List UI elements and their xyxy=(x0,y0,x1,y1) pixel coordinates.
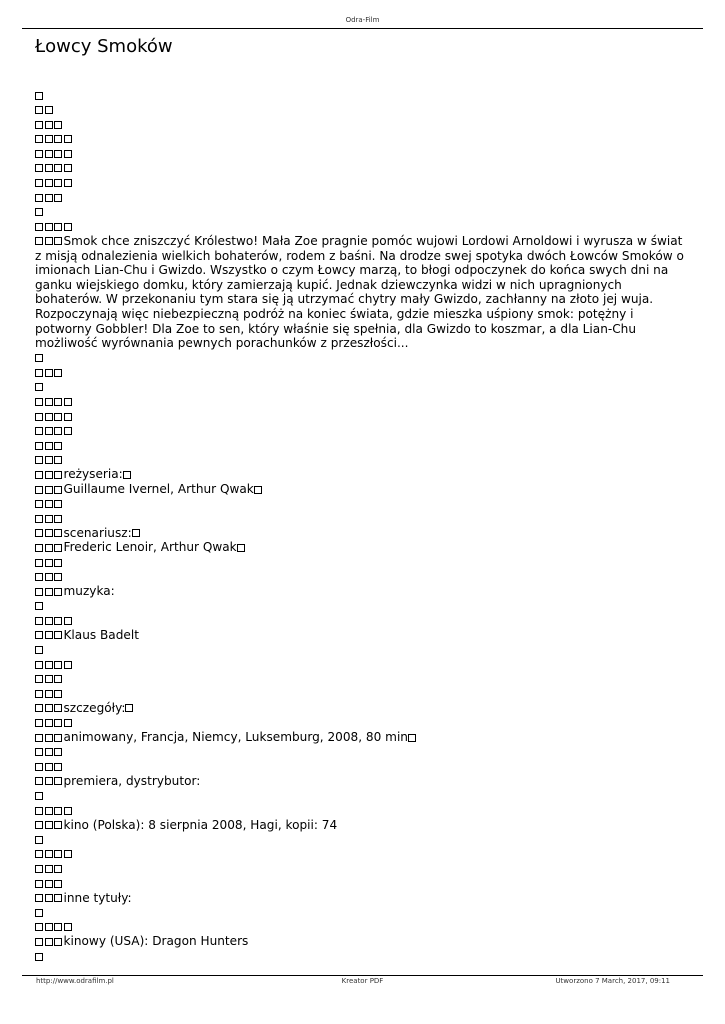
missing-glyph-box xyxy=(35,865,43,873)
missing-glyph-box xyxy=(237,544,245,552)
missing-glyph-box xyxy=(54,427,62,435)
film-description: Smok chce zniszczyć Królestwo! Mała Zoe pragnie pomóc wujowi Lordowi Arnoldowi i wyrusza w świat z misją odnalezienia wielkich bohaterów, rodem z baśni. Na drodze swej spotyka dwóch Łowców Smoków o imionach Lian-Chu i Gwizdo. Wszystko o czym Łowcy marzą, to błogi odpoczynek do końca swych dni na ganku wiejskiego domku, który zamierzają kupić. Jednak dziewczynka widzi w nich upragnionych bohaterów. W przekonaniu tym stara się ją utrzymać chytry mały Gwizdo, zachłanny na złoto jej wuja. Rozpoczynają więc niebezpieczną podróż na koniec świata, gdzie mieszka uśpiony smok: potężny i potworny Gobbler! Dla Zoe to sen, który właśnie się spełnia, dla Gwizdo to koszmar, a dla Lian-Chu możliwość wyrównania pewnych porachunków z przeszłości... xyxy=(35,233,684,351)
missing-glyph-box xyxy=(45,179,53,187)
missing-glyphs xyxy=(35,467,64,481)
missing-glyph-box xyxy=(64,807,72,815)
missing-glyph-box xyxy=(35,398,43,406)
missing-glyph-box xyxy=(35,617,43,625)
missing-glyphs xyxy=(35,891,64,905)
premiere-value: kino (Polska): 8 sierpnia 2008, Hagi, kopii: 74 xyxy=(63,817,338,832)
missing-glyph-box xyxy=(54,500,62,508)
missing-glyph-box xyxy=(35,150,43,158)
missing-glyph-box xyxy=(54,121,62,129)
box-row xyxy=(35,161,685,176)
missing-glyph-box xyxy=(54,471,62,479)
missing-glyphs xyxy=(237,540,247,554)
missing-glyph-box xyxy=(45,631,53,639)
header-divider xyxy=(22,28,703,29)
missing-glyphs xyxy=(123,467,133,481)
missing-glyph-box xyxy=(45,588,53,596)
missing-glyph-box xyxy=(54,369,62,377)
box-row xyxy=(35,716,685,731)
box-row xyxy=(35,832,685,847)
missing-glyph-box xyxy=(35,121,43,129)
missing-glyph-box xyxy=(45,442,53,450)
box-row xyxy=(35,759,685,774)
footer-created-date: Utworzono 7 March, 2017, 09:11 xyxy=(555,977,670,985)
missing-glyph-box xyxy=(64,164,72,172)
missing-glyph-box xyxy=(45,150,53,158)
box-row xyxy=(35,380,685,395)
box-row xyxy=(35,176,685,191)
missing-glyph-box xyxy=(35,208,43,216)
missing-glyph-box xyxy=(54,588,62,596)
box-row xyxy=(35,438,685,453)
missing-glyph-box xyxy=(35,807,43,815)
missing-glyph-box xyxy=(45,500,53,508)
box-row xyxy=(35,686,685,701)
missing-glyphs xyxy=(35,628,64,642)
missing-glyph-box xyxy=(64,923,72,931)
details-label-row xyxy=(35,701,685,716)
missing-glyph-box xyxy=(45,559,53,567)
missing-glyph-box xyxy=(54,894,62,902)
missing-glyph-box xyxy=(64,719,72,727)
missing-glyph-box xyxy=(35,413,43,421)
missing-glyph-box xyxy=(35,92,43,100)
box-row xyxy=(35,219,685,234)
missing-glyph-box xyxy=(54,164,62,172)
directing-value: Guillaume Ivernel, Arthur Qwak xyxy=(63,482,254,497)
premiere-label: premiera, dystrybutor: xyxy=(63,773,201,788)
missing-glyph-box xyxy=(54,821,62,829)
missing-glyph-box xyxy=(254,486,262,494)
missing-glyph-box xyxy=(35,850,43,858)
missing-glyph-box xyxy=(54,631,62,639)
missing-glyph-box xyxy=(54,704,62,712)
box-row xyxy=(35,205,685,220)
missing-glyph-box xyxy=(54,135,62,143)
missing-glyph-box xyxy=(54,529,62,537)
missing-glyph-box xyxy=(45,748,53,756)
missing-glyph-box xyxy=(45,456,53,464)
missing-glyph-box xyxy=(35,164,43,172)
missing-glyph-box xyxy=(54,515,62,523)
missing-glyph-box xyxy=(35,559,43,567)
missing-glyph-box xyxy=(54,442,62,450)
missing-glyph-box xyxy=(45,164,53,172)
missing-glyph-box xyxy=(45,719,53,727)
box-row xyxy=(35,803,685,818)
missing-glyph-box xyxy=(45,865,53,873)
missing-glyph-box xyxy=(35,471,43,479)
missing-glyph-box xyxy=(35,646,43,654)
missing-glyph-box xyxy=(35,719,43,727)
missing-glyph-box xyxy=(54,486,62,494)
box-row xyxy=(35,497,685,512)
missing-glyph-box xyxy=(64,661,72,669)
box-row xyxy=(35,351,685,366)
details-value: animowany, Francja, Niemcy, Luksemburg, 2008, 80 min xyxy=(63,730,408,745)
missing-glyph-box xyxy=(35,500,43,508)
missing-glyph-box xyxy=(54,719,62,727)
missing-glyph-box xyxy=(54,413,62,421)
box-row xyxy=(35,424,685,439)
missing-glyph-box xyxy=(35,573,43,581)
missing-glyphs xyxy=(35,584,64,598)
missing-glyph-box xyxy=(45,427,53,435)
box-row xyxy=(35,394,685,409)
page-title: Łowcy Smoków xyxy=(35,36,173,57)
missing-glyph-box xyxy=(45,675,53,683)
missing-glyphs xyxy=(408,730,418,744)
missing-glyph-box xyxy=(35,194,43,202)
missing-glyph-box xyxy=(45,690,53,698)
missing-glyph-box xyxy=(54,923,62,931)
box-row xyxy=(35,555,685,570)
missing-glyph-box xyxy=(45,544,53,552)
missing-glyphs xyxy=(35,818,64,832)
missing-glyphs xyxy=(35,934,64,948)
box-row xyxy=(35,920,685,935)
missing-glyph-box xyxy=(54,237,62,245)
box-row xyxy=(35,511,685,526)
box-row xyxy=(35,613,685,628)
missing-glyph-box xyxy=(54,617,62,625)
other-titles-label-row xyxy=(35,891,685,906)
missing-glyphs xyxy=(35,482,64,496)
missing-glyph-box xyxy=(45,471,53,479)
missing-glyph-box xyxy=(45,894,53,902)
missing-glyph-box xyxy=(35,369,43,377)
missing-glyph-box xyxy=(35,135,43,143)
missing-glyph-box xyxy=(35,938,43,946)
missing-glyph-box xyxy=(45,515,53,523)
missing-glyph-box xyxy=(45,704,53,712)
missing-glyph-box xyxy=(45,734,53,742)
missing-glyph-box xyxy=(54,763,62,771)
missing-glyph-box xyxy=(54,544,62,552)
box-row xyxy=(35,905,685,920)
missing-glyph-box xyxy=(45,573,53,581)
missing-glyph-box xyxy=(54,398,62,406)
details-label: szczegóły: xyxy=(63,700,126,715)
box-row xyxy=(35,847,685,862)
missing-glyph-box xyxy=(45,106,53,114)
missing-glyph-box xyxy=(54,194,62,202)
missing-glyph-box xyxy=(35,880,43,888)
missing-glyph-box xyxy=(35,661,43,669)
missing-glyph-box xyxy=(35,602,43,610)
missing-glyph-box xyxy=(54,559,62,567)
missing-glyph-box xyxy=(45,135,53,143)
box-row xyxy=(35,949,685,964)
missing-glyph-box xyxy=(35,442,43,450)
missing-glyph-box xyxy=(35,179,43,187)
music-label: muzyka: xyxy=(63,584,115,599)
missing-glyph-box xyxy=(35,544,43,552)
missing-glyph-box xyxy=(54,734,62,742)
description-paragraph xyxy=(35,234,685,351)
box-row xyxy=(35,453,685,468)
missing-glyph-box xyxy=(35,427,43,435)
missing-glyph-box xyxy=(54,573,62,581)
missing-glyph-box xyxy=(35,383,43,391)
footer-divider xyxy=(22,975,703,976)
box-row xyxy=(35,409,685,424)
missing-glyph-box xyxy=(35,763,43,771)
box-row xyxy=(35,599,685,614)
missing-glyphs xyxy=(132,526,142,540)
missing-glyph-box xyxy=(125,704,133,712)
missing-glyph-box xyxy=(35,486,43,494)
box-row xyxy=(35,876,685,891)
missing-glyph-box xyxy=(45,850,53,858)
missing-glyph-box xyxy=(54,850,62,858)
missing-glyph-box xyxy=(54,807,62,815)
details-value-row xyxy=(35,730,685,745)
missing-glyph-box xyxy=(35,529,43,537)
missing-glyph-box xyxy=(35,690,43,698)
missing-glyph-box xyxy=(35,223,43,231)
missing-glyph-box xyxy=(45,661,53,669)
header-title: Odra-Film xyxy=(345,16,380,24)
missing-glyph-box xyxy=(54,748,62,756)
missing-glyph-box xyxy=(35,734,43,742)
missing-glyphs xyxy=(254,482,264,496)
footer-url: http://www.odrafilm.pl xyxy=(36,977,114,985)
missing-glyph-box xyxy=(35,704,43,712)
premiere-value-row xyxy=(35,818,685,833)
missing-glyphs xyxy=(35,701,64,715)
missing-glyph-box xyxy=(45,880,53,888)
missing-glyph-box xyxy=(35,748,43,756)
box-row xyxy=(35,103,685,118)
missing-glyph-box xyxy=(64,427,72,435)
missing-glyph-box xyxy=(64,850,72,858)
missing-glyph-box xyxy=(45,194,53,202)
missing-glyphs xyxy=(35,526,64,540)
missing-glyph-box xyxy=(45,777,53,785)
missing-glyph-box xyxy=(35,894,43,902)
music-value-row xyxy=(35,628,685,643)
missing-glyph-box xyxy=(64,398,72,406)
box-row xyxy=(35,745,685,760)
box-row xyxy=(35,643,685,658)
missing-glyph-box xyxy=(45,223,53,231)
screenplay-label: scenariusz: xyxy=(63,525,132,540)
box-row xyxy=(35,132,685,147)
screenplay-value-row xyxy=(35,540,685,555)
box-row xyxy=(35,88,685,103)
missing-glyphs xyxy=(35,234,64,248)
missing-glyph-box xyxy=(35,909,43,917)
missing-glyph-box xyxy=(45,237,53,245)
box-row xyxy=(35,672,685,687)
missing-glyph-box xyxy=(45,923,53,931)
box-row xyxy=(35,861,685,876)
premiere-label-row xyxy=(35,774,685,789)
document-body xyxy=(35,88,685,964)
missing-glyph-box xyxy=(35,923,43,931)
directing-value-row xyxy=(35,482,685,497)
missing-glyph-box xyxy=(54,777,62,785)
missing-glyph-box xyxy=(54,938,62,946)
missing-glyph-box xyxy=(35,821,43,829)
missing-glyph-box xyxy=(45,369,53,377)
missing-glyph-box xyxy=(64,617,72,625)
missing-glyph-box xyxy=(54,690,62,698)
screenplay-value: Frederic Lenoir, Arthur Qwak xyxy=(63,540,237,555)
missing-glyph-box xyxy=(54,880,62,888)
missing-glyph-box xyxy=(54,675,62,683)
missing-glyphs xyxy=(35,774,64,788)
missing-glyph-box xyxy=(35,836,43,844)
other-titles-value: kinowy (USA): Dragon Hunters xyxy=(63,934,249,949)
missing-glyph-box xyxy=(35,456,43,464)
missing-glyph-box xyxy=(35,237,43,245)
missing-glyph-box xyxy=(45,938,53,946)
music-label-row xyxy=(35,584,685,599)
missing-glyph-box xyxy=(35,106,43,114)
missing-glyph-box xyxy=(54,223,62,231)
missing-glyph-box xyxy=(64,150,72,158)
missing-glyph-box xyxy=(64,135,72,143)
missing-glyph-box xyxy=(54,179,62,187)
missing-glyph-box xyxy=(35,953,43,961)
missing-glyph-box xyxy=(54,150,62,158)
directing-label-row xyxy=(35,467,685,482)
directing-label: reżyseria: xyxy=(63,467,123,482)
missing-glyph-box xyxy=(45,807,53,815)
box-row xyxy=(35,365,685,380)
screenplay-label-row xyxy=(35,526,685,541)
missing-glyphs xyxy=(125,701,135,715)
other-titles-label: inne tytuły: xyxy=(63,890,132,905)
missing-glyph-box xyxy=(35,777,43,785)
box-row xyxy=(35,657,685,672)
box-row xyxy=(35,570,685,585)
missing-glyph-box xyxy=(45,398,53,406)
missing-glyph-box xyxy=(408,734,416,742)
box-row xyxy=(35,146,685,161)
missing-glyph-box xyxy=(45,617,53,625)
missing-glyph-box xyxy=(35,631,43,639)
missing-glyph-box xyxy=(45,763,53,771)
missing-glyph-box xyxy=(45,413,53,421)
missing-glyph-box xyxy=(35,675,43,683)
missing-glyph-box xyxy=(35,515,43,523)
missing-glyph-box xyxy=(64,223,72,231)
missing-glyph-box xyxy=(54,661,62,669)
missing-glyph-box xyxy=(35,588,43,596)
missing-glyph-box xyxy=(64,413,72,421)
missing-glyph-box xyxy=(54,456,62,464)
missing-glyph-box xyxy=(35,792,43,800)
missing-glyph-box xyxy=(45,821,53,829)
missing-glyph-box xyxy=(54,865,62,873)
missing-glyphs xyxy=(35,540,64,554)
music-value: Klaus Badelt xyxy=(63,627,139,642)
missing-glyph-box xyxy=(123,471,131,479)
missing-glyph-box xyxy=(132,529,140,537)
footer-generator: Kreator PDF xyxy=(341,977,384,985)
missing-glyph-box xyxy=(35,354,43,362)
other-titles-value-row xyxy=(35,934,685,949)
missing-glyph-box xyxy=(64,179,72,187)
box-row xyxy=(35,117,685,132)
missing-glyph-box xyxy=(45,121,53,129)
box-row xyxy=(35,190,685,205)
box-row xyxy=(35,789,685,804)
missing-glyph-box xyxy=(45,529,53,537)
missing-glyph-box xyxy=(45,486,53,494)
missing-glyphs xyxy=(35,730,64,744)
